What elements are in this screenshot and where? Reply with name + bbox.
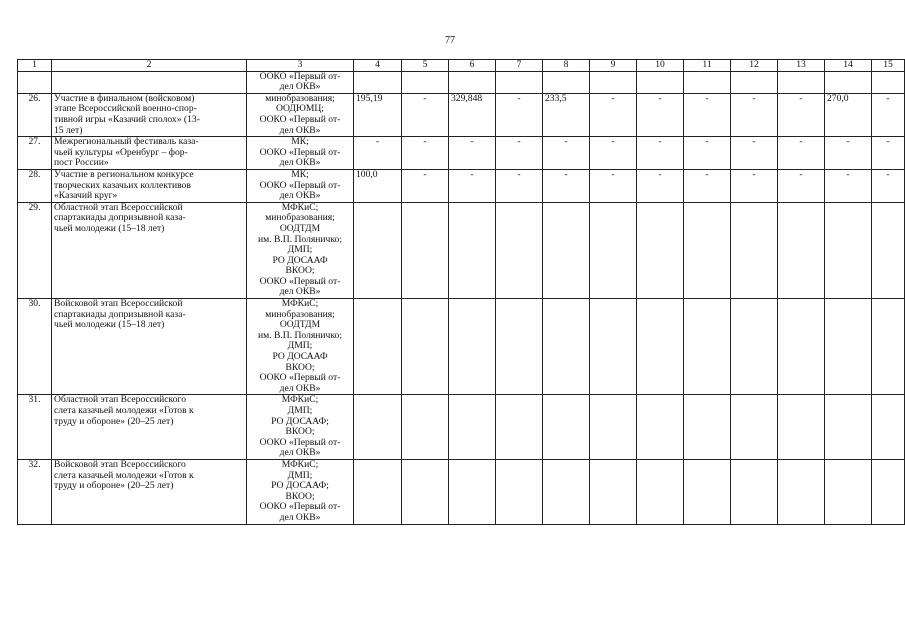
event-name-line: чьей культуры «Оренбург – фор- bbox=[54, 146, 188, 158]
event-name-line: труду и обороне» (20–25 лет) bbox=[54, 415, 174, 427]
value-cell-col-9 bbox=[590, 299, 637, 395]
column-header-9: 9 bbox=[590, 60, 637, 72]
program-table bbox=[17, 59, 905, 525]
responsible-org-line: ВКОО; bbox=[285, 490, 315, 502]
value-cell-col-8 bbox=[543, 459, 590, 524]
responsible-org-line: ООКО «Первый от- bbox=[259, 275, 341, 287]
responsible-org-line: ДМП; bbox=[287, 405, 313, 416]
event-name bbox=[52, 71, 247, 93]
event-name bbox=[52, 137, 247, 170]
responsible-orgs bbox=[247, 202, 354, 298]
value-cell-col-8 bbox=[543, 395, 590, 460]
value-cell-col-5 bbox=[402, 299, 449, 395]
value-cell-col-6 bbox=[449, 202, 496, 298]
value-cell-col-6: - bbox=[449, 137, 496, 170]
event-name-line: Межрегиональный фестиваль каза- bbox=[54, 136, 199, 148]
responsible-org-line: ООКО «Первый от- bbox=[259, 436, 341, 448]
responsible-orgs bbox=[247, 169, 354, 202]
row-number: 30. bbox=[18, 299, 52, 395]
event-name-line: Войсковой этап Всероссийской bbox=[54, 298, 183, 310]
table-row bbox=[18, 137, 905, 170]
value-cell-col-14 bbox=[825, 459, 872, 524]
event-name-line: Областной этап Всероссийского bbox=[54, 394, 186, 406]
responsible-org-line: дел ОКВ» bbox=[279, 157, 321, 169]
row-number: 29. bbox=[18, 202, 52, 298]
value-cell-col-7 bbox=[496, 299, 543, 395]
responsible-org-line: минобразования; bbox=[265, 308, 335, 320]
value-cell-col-11 bbox=[684, 395, 731, 460]
value-cell-col-7 bbox=[496, 71, 543, 93]
value-cell-col-4: 195,19 bbox=[354, 93, 402, 136]
value-cell-col-6: - bbox=[449, 169, 496, 202]
table-row bbox=[18, 93, 905, 136]
value-cell-col-9 bbox=[590, 459, 637, 524]
row-number bbox=[18, 71, 52, 93]
responsible-org-line: дел ОКВ» bbox=[279, 511, 321, 523]
value-cell-col-7: - bbox=[496, 137, 543, 170]
column-header-5: 5 bbox=[402, 60, 449, 72]
value-cell-col-11: - bbox=[684, 137, 731, 170]
value-cell-col-11 bbox=[684, 71, 731, 93]
value-cell-col-5 bbox=[402, 459, 449, 524]
responsible-org-line: ДМП; bbox=[287, 244, 313, 256]
value-cell-col-8 bbox=[543, 299, 590, 395]
page-number: 77 bbox=[445, 35, 455, 46]
value-cell-col-15: - bbox=[872, 137, 905, 170]
table-row bbox=[18, 395, 905, 460]
value-cell-col-10: - bbox=[637, 137, 684, 170]
responsible-org-line: ВКОО; bbox=[285, 361, 315, 373]
value-cell-col-6 bbox=[449, 71, 496, 93]
value-cell-col-5: - bbox=[402, 137, 449, 170]
event-name-line: 15 лет) bbox=[54, 124, 83, 136]
event-name bbox=[52, 202, 247, 298]
value-cell-col-9: - bbox=[590, 93, 637, 136]
responsible-org-line: дел ОКВ» bbox=[279, 124, 321, 136]
value-cell-col-6 bbox=[449, 459, 496, 524]
value-cell-col-8: 233,5 bbox=[543, 93, 590, 136]
value-cell-col-15 bbox=[872, 299, 905, 395]
value-cell-col-10 bbox=[637, 71, 684, 93]
value-cell-col-12: - bbox=[731, 137, 778, 170]
table-row bbox=[18, 169, 905, 202]
column-header-15: 15 bbox=[872, 60, 905, 72]
value-cell-col-12: - bbox=[731, 169, 778, 202]
header-row bbox=[18, 60, 905, 72]
value-cell-col-15 bbox=[872, 395, 905, 460]
column-header-12: 12 bbox=[731, 60, 778, 72]
responsible-org-line: им. В.П. Поляничко; bbox=[257, 329, 343, 341]
value-cell-col-15 bbox=[872, 71, 905, 93]
table-row bbox=[18, 71, 905, 93]
responsible-orgs bbox=[247, 71, 354, 93]
responsible-org-line: ООКО «Первый от- bbox=[259, 70, 341, 82]
value-cell-col-5: - bbox=[402, 93, 449, 136]
value-cell-col-10: - bbox=[637, 169, 684, 202]
responsible-org-line: ООКО «Первый от- bbox=[259, 179, 341, 191]
value-cell-col-12 bbox=[731, 71, 778, 93]
responsible-org-line: МФКиС; bbox=[281, 201, 319, 213]
event-name-line: спартакиады допризывной каза- bbox=[54, 212, 186, 224]
responsible-org-line: дел ОКВ» bbox=[279, 286, 321, 298]
responsible-org-line: ООКО «Первый от- bbox=[259, 146, 341, 158]
value-cell-col-12 bbox=[731, 202, 778, 298]
value-cell-col-8: - bbox=[543, 137, 590, 170]
event-name-line: труду и обороне» (20–25 лет) bbox=[54, 480, 174, 492]
value-cell-col-8 bbox=[543, 202, 590, 298]
responsible-org-line: ВКОО; bbox=[285, 265, 315, 277]
value-cell-col-4: 100,0 bbox=[354, 169, 402, 202]
value-cell-col-13 bbox=[778, 395, 825, 460]
value-cell-col-15 bbox=[872, 202, 905, 298]
column-header-8: 8 bbox=[543, 60, 590, 72]
value-cell-col-14 bbox=[825, 202, 872, 298]
responsible-org-line: ООДЮМЦ; bbox=[276, 103, 324, 115]
value-cell-col-11: - bbox=[684, 169, 731, 202]
column-header-1: 1 bbox=[18, 60, 52, 72]
responsible-org-line: МФКиС; bbox=[281, 458, 319, 470]
value-cell-col-12 bbox=[731, 395, 778, 460]
column-header-3: 3 bbox=[247, 60, 354, 72]
responsible-org-line: МФКиС; bbox=[281, 298, 319, 310]
table-row bbox=[18, 459, 905, 524]
responsible-org-line: минобразования; bbox=[265, 92, 335, 104]
value-cell-col-14 bbox=[825, 71, 872, 93]
event-name bbox=[52, 299, 247, 395]
row-number: 28. bbox=[18, 169, 52, 202]
value-cell-col-12: - bbox=[731, 93, 778, 136]
value-cell-col-15 bbox=[872, 459, 905, 524]
row-number: 31. bbox=[18, 395, 52, 460]
responsible-orgs bbox=[247, 137, 354, 170]
responsible-org-line: МФКиС; bbox=[281, 394, 319, 406]
event-name-line: Участие в региональном конкурсе bbox=[54, 168, 194, 180]
event-name-line: пост России» bbox=[54, 157, 109, 169]
value-cell-col-5: - bbox=[402, 169, 449, 202]
responsible-orgs bbox=[247, 395, 354, 460]
value-cell-col-14: - bbox=[825, 137, 872, 170]
value-cell-col-11 bbox=[684, 459, 731, 524]
value-cell-col-13: - bbox=[778, 169, 825, 202]
responsible-org-line: ВКОО; bbox=[285, 426, 315, 438]
responsible-orgs bbox=[247, 299, 354, 395]
event-name bbox=[52, 169, 247, 202]
value-cell-col-7: - bbox=[496, 93, 543, 136]
responsible-org-line: ООКО «Первый от- bbox=[259, 372, 341, 384]
value-cell-col-4 bbox=[354, 395, 402, 460]
value-cell-col-5 bbox=[402, 202, 449, 298]
value-cell-col-9 bbox=[590, 202, 637, 298]
value-cell-col-4 bbox=[354, 299, 402, 395]
value-cell-col-6 bbox=[449, 299, 496, 395]
responsible-org-line: ДМП; bbox=[287, 340, 313, 352]
event-name-line: слета казачьей молодежи «Готов к bbox=[54, 469, 194, 481]
value-cell-col-6: 329,848 bbox=[449, 93, 496, 136]
responsible-org-line: РО ДОСААФ; bbox=[271, 480, 329, 492]
value-cell-col-10 bbox=[637, 395, 684, 460]
event-name-line: творческих казачьих коллективов bbox=[54, 179, 191, 191]
responsible-org-line: дел ОКВ» bbox=[279, 81, 321, 93]
responsible-org-line: ООДТДМ bbox=[279, 319, 321, 331]
value-cell-col-14: 270,0 bbox=[825, 93, 872, 136]
value-cell-col-13 bbox=[778, 202, 825, 298]
column-header-7: 7 bbox=[496, 60, 543, 72]
value-cell-col-7 bbox=[496, 459, 543, 524]
responsible-org-line: минобразования; bbox=[265, 212, 335, 224]
responsible-org-line: МК; bbox=[291, 168, 309, 180]
event-name-line: спартакиады допризывной каза- bbox=[54, 308, 186, 320]
value-cell-col-13: - bbox=[778, 137, 825, 170]
value-cell-col-12 bbox=[731, 299, 778, 395]
responsible-org-line: РО ДОСААФ bbox=[272, 254, 328, 266]
row-number: 27. bbox=[18, 137, 52, 170]
value-cell-col-9: - bbox=[590, 137, 637, 170]
value-cell-col-4 bbox=[354, 459, 402, 524]
value-cell-col-14 bbox=[825, 395, 872, 460]
responsible-org-line: ООДТДМ bbox=[279, 222, 321, 234]
value-cell-col-7: - bbox=[496, 169, 543, 202]
value-cell-col-10 bbox=[637, 459, 684, 524]
row-number: 26. bbox=[18, 93, 52, 136]
event-name-line: чьей молодежи (15–18 лет) bbox=[54, 319, 165, 331]
event-name-line: тивной игры «Казачий сполох» (13- bbox=[54, 113, 200, 125]
responsible-org-line: МК; bbox=[291, 136, 309, 148]
value-cell-col-8: - bbox=[543, 169, 590, 202]
responsible-org-line: РО ДОСААФ bbox=[272, 351, 328, 363]
value-cell-col-6 bbox=[449, 395, 496, 460]
event-name-line: Участие в финальном (войсковом) bbox=[54, 92, 195, 104]
responsible-org-line: дел ОКВ» bbox=[279, 190, 321, 202]
responsible-org-line: РО ДОСААФ; bbox=[271, 415, 329, 427]
responsible-org-line: ООКО «Первый от- bbox=[259, 501, 341, 513]
table-row bbox=[18, 202, 905, 298]
event-name-line: этапе Всероссийской военно-спор- bbox=[54, 103, 197, 115]
column-header-6: 6 bbox=[449, 60, 496, 72]
value-cell-col-5 bbox=[402, 395, 449, 460]
responsible-org-line: дел ОКВ» bbox=[279, 447, 321, 459]
value-cell-col-4 bbox=[354, 71, 402, 93]
column-header-11: 11 bbox=[684, 60, 731, 72]
row-number: 32. bbox=[18, 459, 52, 524]
value-cell-col-12 bbox=[731, 459, 778, 524]
value-cell-col-7 bbox=[496, 395, 543, 460]
event-name-line: чьей молодежи (15–18 лет) bbox=[54, 222, 165, 234]
value-cell-col-15: - bbox=[872, 169, 905, 202]
event-name-line: «Казачий круг» bbox=[54, 190, 118, 202]
value-cell-col-13: - bbox=[778, 93, 825, 136]
responsible-org-line: ООКО «Первый от- bbox=[259, 113, 341, 125]
value-cell-col-10: - bbox=[637, 93, 684, 136]
column-header-13: 13 bbox=[778, 60, 825, 72]
responsible-org-line: дел ОКВ» bbox=[279, 382, 321, 394]
event-name-line: слета казачьей молодежи «Готов к bbox=[54, 405, 194, 416]
column-header-4: 4 bbox=[354, 60, 402, 72]
responsible-orgs bbox=[247, 93, 354, 136]
responsible-org-line: ДМП; bbox=[287, 469, 313, 481]
value-cell-col-14 bbox=[825, 299, 872, 395]
column-header-10: 10 bbox=[637, 60, 684, 72]
value-cell-col-14: - bbox=[825, 169, 872, 202]
value-cell-col-7 bbox=[496, 202, 543, 298]
column-header-14: 14 bbox=[825, 60, 872, 72]
responsible-orgs bbox=[247, 459, 354, 524]
value-cell-col-13 bbox=[778, 299, 825, 395]
event-name bbox=[52, 459, 247, 524]
responsible-org-line: им. В.П. Поляничко; bbox=[257, 233, 343, 245]
event-name bbox=[52, 93, 247, 136]
value-cell-col-11 bbox=[684, 202, 731, 298]
event-name-line: Войсковой этап Всероссийского bbox=[54, 458, 186, 470]
event-name-line: Областной этап Всероссийской bbox=[54, 201, 183, 213]
value-cell-col-13 bbox=[778, 71, 825, 93]
value-cell-col-8 bbox=[543, 71, 590, 93]
value-cell-col-13 bbox=[778, 459, 825, 524]
value-cell-col-10 bbox=[637, 202, 684, 298]
event-name bbox=[52, 395, 247, 460]
column-header-2: 2 bbox=[52, 60, 247, 72]
value-cell-col-10 bbox=[637, 299, 684, 395]
value-cell-col-5 bbox=[402, 71, 449, 93]
table-row bbox=[18, 299, 905, 395]
value-cell-col-9: - bbox=[590, 169, 637, 202]
value-cell-col-4 bbox=[354, 202, 402, 298]
value-cell-col-9 bbox=[590, 395, 637, 460]
value-cell-col-11: - bbox=[684, 93, 731, 136]
value-cell-col-9 bbox=[590, 71, 637, 93]
value-cell-col-15: - bbox=[872, 93, 905, 136]
value-cell-col-11 bbox=[684, 299, 731, 395]
value-cell-col-4: - bbox=[354, 137, 402, 170]
